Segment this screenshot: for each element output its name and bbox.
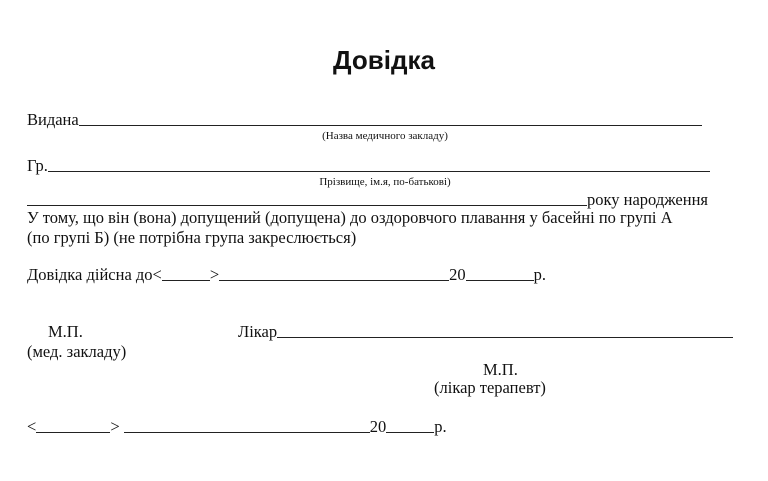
issue-date-row [27, 417, 447, 437]
birth-year-label: року народження [587, 190, 708, 209]
doctor-stamp-caption: (лікар терапевт) [434, 378, 546, 397]
institution-stamp-label: М.П. [48, 322, 83, 341]
birth-year-field[interactable] [27, 191, 587, 206]
valid-until-year-field[interactable] [466, 266, 534, 281]
valid-until-close-bracket: > [209, 265, 220, 284]
issue-date-year-field[interactable] [386, 418, 434, 433]
admission-text-line-2: (по групі Б) (не потрібна група закреслюється) [27, 228, 357, 247]
doctor-label: Лікар [238, 322, 278, 341]
valid-until-label: Довідка дійсна до [27, 265, 153, 284]
citizen-label: Гр. [27, 156, 48, 175]
valid-until-month-field[interactable] [219, 266, 449, 281]
birth-year-row [27, 190, 708, 210]
issue-date-open-bracket: < [27, 417, 37, 436]
issued-by-label: Видана [27, 110, 79, 129]
doctor-signature-field[interactable] [277, 323, 733, 338]
valid-until-year-suffix: р. [533, 265, 547, 284]
doctor-stamp-label: М.П. [483, 360, 518, 379]
valid-until-row [27, 265, 546, 285]
institution-stamp-caption: (мед. закладу) [27, 342, 127, 361]
issue-date-close-bracket: > [110, 417, 120, 436]
valid-until-century: 20 [449, 265, 466, 284]
valid-until-open-bracket: < [152, 265, 162, 284]
citizen-name-field[interactable] [48, 157, 710, 172]
citizen-row [27, 156, 710, 176]
doctor-row [238, 322, 733, 342]
citizen-caption: Прізвище, ім.я, по-батькові) [319, 176, 451, 188]
issued-by-row [27, 110, 702, 130]
admission-text-line-1: У тому, що він (вона) допущений (допущена) до оздоровчого плавання у басейні по групі А [27, 208, 673, 227]
issue-date-month-field[interactable] [124, 418, 370, 433]
document-title: Довідка [333, 45, 435, 75]
issue-date-day-field[interactable] [36, 418, 110, 433]
issued-by-caption: (Назва медичного закладу) [322, 130, 448, 142]
issued-by-field[interactable] [79, 111, 702, 126]
valid-until-day-field[interactable] [162, 266, 210, 281]
issue-date-century: 20 [369, 417, 387, 436]
issue-date-year-suffix: р. [434, 417, 447, 436]
